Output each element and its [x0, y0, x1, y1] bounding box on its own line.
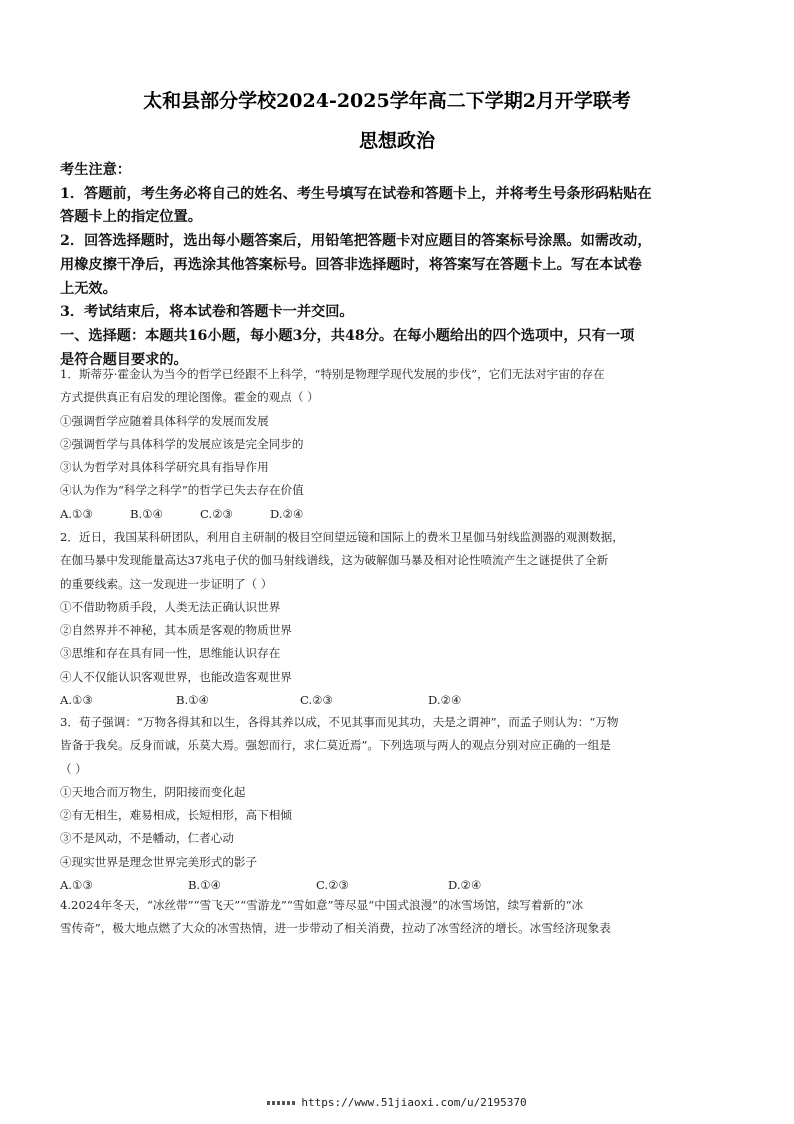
- notice-item-2: 2．回答选择题时，选出每小题答案后，用铅笔把答题卡对应题目的答案标号涂黑。如需改动，: [60, 233, 652, 250]
- statement-item: ④认为作为“科学之科学”的哲学已失去存在价值: [60, 483, 304, 498]
- exam-notice: [60, 159, 740, 372]
- question-1: [60, 363, 740, 526]
- option-b: B.①④: [130, 506, 163, 521]
- statement-item: ③思维和存在具有同一性，思维能认识存在: [60, 646, 281, 661]
- question-3: [60, 711, 740, 897]
- notice-item-3: 3．考试结束后，将本试卷和答题卡一并交回。: [60, 304, 354, 321]
- option-a: A.①③: [60, 506, 93, 521]
- footer-url[interactable]: https://www.51jiaoxi.com/u/2195370: [301, 1096, 527, 1109]
- option-b: B.①④: [176, 693, 209, 708]
- option-a: A.①③: [60, 878, 93, 893]
- statement-item: ④现实世界是理念世界完美形式的影子: [60, 854, 258, 869]
- statement-item: ②自然界并不神秘，其本质是客观的物质世界: [60, 623, 292, 638]
- question-stem: 4.2024年冬天，“冰丝带”“雪飞天”“雪游龙”“雪如意”等尽显“中国式浪漫”的冰雪场馆，续写着新的“冰: [60, 898, 584, 912]
- page-footer: [0, 1096, 794, 1109]
- question-stem: 雪传奇”，极大地点燃了大众的冰雪热情，进一步带动了相关消费，拉动了冰雪经济的增长。冰雪经济现象表: [60, 921, 611, 936]
- section-heading-cont: 是符合题目要求的。: [60, 351, 188, 368]
- notice-heading: 考生注意：: [60, 162, 131, 178]
- notice-item-2-cont: 用橡皮擦干净后，再选涂其他答案标号。回答非选择题时，将答案写在答题卡上。写在本试卷: [60, 256, 642, 273]
- question-stem: 方式提供真正有启发的理论图像。霍金的观点（ ）: [60, 390, 319, 405]
- option-a: A.①③: [60, 693, 93, 708]
- question-4: [60, 894, 740, 941]
- question-stem: 在伽马暴中发现能量高达37兆电子伏的伽马射线谱线，这为破解伽马暴及相对论性喷流产生之谜提供了全新: [60, 553, 609, 568]
- question-2: [60, 526, 740, 712]
- answer-options: [60, 689, 740, 712]
- question-stem: 1．斯蒂芬·霍金认为当今的哲学已经跟不上科学，“特别是物理学现代发展的步伐”，它们无法对宇宙的存在: [60, 367, 605, 381]
- notice-item-2-cont: 上无效。: [60, 280, 117, 297]
- answer-options: [60, 503, 740, 526]
- exam-subject: 思想政治: [358, 130, 435, 152]
- statement-item: ①强调哲学应随着具体科学的发展而发展: [60, 413, 269, 428]
- notice-item-1-cont: 答题卡上的指定位置。: [60, 209, 202, 226]
- statement-item: ③不是风动，不是幡动，仁者心动: [60, 831, 234, 846]
- watermark-logo-icon: [267, 1101, 295, 1105]
- question-stem: 3．荀子强调：“万物各得其和以生，各得其养以成，不见其事而见其功，夫是之谓神”，而孟子则认为：“万物: [60, 715, 619, 729]
- notice-item-1: 1．答题前，考生务必将自己的姓名、考生号填写在试卷和答题卡上，并将考生号条形码粘贴在: [60, 185, 652, 202]
- statement-item: ③认为哲学对具体科学研究具有指导作用: [60, 460, 269, 475]
- question-stem: 的重要线索。这一发现进一步证明了（ ）: [60, 576, 273, 591]
- option-d: D.②④: [270, 506, 304, 521]
- option-d: D.②④: [448, 878, 482, 893]
- section-heading: 一、选择题：本题共16小题，每小题3分，共48分。在每小题给出的四个选项中，只有一项: [60, 327, 635, 344]
- option-c: C.②③: [316, 878, 349, 893]
- statement-item: ①不借助物质手段，人类无法正确认识世界: [60, 599, 281, 614]
- option-d: D.②④: [428, 693, 462, 708]
- option-b: B.①④: [188, 878, 221, 893]
- exam-title: 太和县部分学校2024-2025学年高二下学期2月开学联考: [143, 90, 631, 112]
- question-stem: 2．近日，我国某科研团队，利用自主研制的极目空间望远镜和国际上的费米卫星伽马射线监测器的观测数据，: [60, 530, 624, 544]
- option-c: C.②③: [200, 506, 233, 521]
- statement-item: ①天地合而万物生，阴阳接而变化起: [60, 784, 246, 799]
- option-c: C.②③: [300, 693, 333, 708]
- question-stem: 皆备于我矣。反身而诚，乐莫大焉。强恕而行，求仁莫近焉”。下列选项与两人的观点分别对应正确的一组是: [60, 738, 611, 753]
- statement-item: ②有无相生，难易相成，长短相形，高下相倾: [60, 808, 292, 823]
- statement-item: ②强调哲学与具体科学的发展应该是完全同步的: [60, 436, 304, 451]
- statement-item: ④人不仅能认识客观世界，也能改造客观世界: [60, 669, 292, 684]
- question-stem: （ ）: [60, 761, 87, 776]
